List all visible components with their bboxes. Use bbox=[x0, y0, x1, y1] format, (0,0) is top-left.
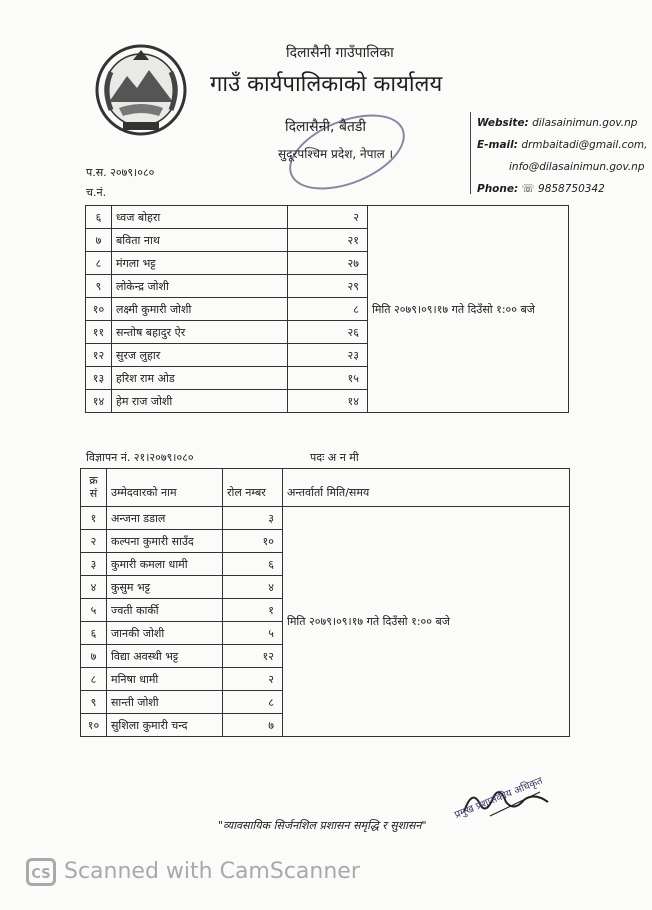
roll-cell: ५ bbox=[223, 622, 283, 645]
serial-cell: ९ bbox=[81, 691, 107, 714]
table-row bbox=[86, 206, 569, 229]
phone-label: Phone: bbox=[477, 183, 519, 195]
phone-icon: ☏ bbox=[521, 183, 535, 195]
office-province: सुदूरपश्चिम प्रदेश, नेपाल । bbox=[278, 147, 394, 161]
candidates-table-2 bbox=[80, 468, 570, 737]
roll-cell: ६ bbox=[223, 553, 283, 576]
contact-block bbox=[470, 112, 648, 195]
serial-cell: ९ bbox=[86, 275, 112, 298]
name-cell: बविता नाथ bbox=[112, 229, 288, 252]
advertisement-number: विज्ञापन नं. २१।२०७९।०८० bbox=[86, 451, 194, 464]
office-title: गाउँ कार्यपालिकाको कार्यालय bbox=[210, 72, 443, 97]
serial-cell: ४ bbox=[81, 576, 107, 599]
roll-cell: १५ bbox=[288, 367, 368, 390]
website-label: Website: bbox=[477, 117, 529, 129]
roll-cell: १० bbox=[223, 530, 283, 553]
name-cell: मनिषा धामी bbox=[107, 668, 223, 691]
motto: "व्यावसायिक सिर्जनशिल प्रशासन समृद्धि र सुशासन" bbox=[218, 819, 427, 832]
office-stamp bbox=[278, 99, 415, 204]
post-name: पदः अ न मी bbox=[310, 451, 359, 464]
name-cell: सान्ती जोशी bbox=[107, 691, 223, 714]
name-cell: कल्पना कुमारी साउँद bbox=[107, 530, 223, 553]
serial-cell: ६ bbox=[86, 206, 112, 229]
roll-cell: ७ bbox=[223, 714, 283, 737]
name-cell: जानकी जोशी bbox=[107, 622, 223, 645]
roll-cell: २९ bbox=[288, 275, 368, 298]
camscanner-logo: CS bbox=[26, 858, 56, 886]
dispatch-number: च.नं. bbox=[86, 186, 107, 199]
serial-cell: ८ bbox=[81, 668, 107, 691]
serial-cell: १० bbox=[86, 298, 112, 321]
office-place: दिलासैनी, बैतडी bbox=[285, 119, 367, 135]
name-cell: कुसुम भट्ट bbox=[107, 576, 223, 599]
serial-cell: १३ bbox=[86, 367, 112, 390]
name-cell: मंगला भट्ट bbox=[112, 252, 288, 275]
website-link[interactable]: dilasainimun.gov.np bbox=[532, 117, 638, 129]
name-cell: लोकेन्द्र जोशी bbox=[112, 275, 288, 298]
serial-cell: ५ bbox=[81, 599, 107, 622]
serial-cell: ७ bbox=[81, 645, 107, 668]
roll-cell: १४ bbox=[288, 390, 368, 413]
roll-cell: १२ bbox=[223, 645, 283, 668]
serial-cell: २ bbox=[81, 530, 107, 553]
name-cell: ध्वज बोहरा bbox=[112, 206, 288, 229]
interview-schedule: मिति २०७९।०९।१७ गते दिउँसो १:०० बजे bbox=[368, 206, 569, 413]
email-link-1[interactable]: drmbaitadi@gmail.com, bbox=[521, 139, 648, 151]
phone-number: 9858750342 bbox=[538, 183, 605, 195]
roll-cell: २३ bbox=[288, 344, 368, 367]
roll-cell: २७ bbox=[288, 252, 368, 275]
name-cell: सन्तोष बहादुर ऐर bbox=[112, 321, 288, 344]
name-cell: सुरज लुहार bbox=[112, 344, 288, 367]
roll-cell: ८ bbox=[223, 691, 283, 714]
name-cell: अन्जना डडाल bbox=[107, 507, 223, 530]
interview-schedule: मिति २०७९।०९।१७ गते दिउँसो १:०० बजे bbox=[283, 507, 570, 737]
header-schedule: अन्तर्वार्ता मिति/समय bbox=[283, 469, 570, 507]
header-roll: रोल नम्बर bbox=[223, 469, 283, 507]
name-cell: ज्वती कार्की bbox=[107, 599, 223, 622]
name-cell: हेम राज जोशी bbox=[112, 390, 288, 413]
serial-cell: ६ bbox=[81, 622, 107, 645]
roll-cell: ४ bbox=[223, 576, 283, 599]
serial-cell: ११ bbox=[86, 321, 112, 344]
serial-cell: ८ bbox=[86, 252, 112, 275]
municipality-name: दिलासैनी गाउँपालिका bbox=[286, 45, 394, 61]
roll-cell: ८ bbox=[288, 298, 368, 321]
serial-cell: १० bbox=[81, 714, 107, 737]
signatory-title: प्रमुख प्रशासकीय अधिकृत bbox=[453, 775, 545, 821]
serial-cell: १२ bbox=[86, 344, 112, 367]
table-row bbox=[81, 507, 570, 530]
candidates-table-1 bbox=[85, 205, 569, 413]
roll-cell: ३ bbox=[223, 507, 283, 530]
roll-cell: १ bbox=[223, 599, 283, 622]
name-cell: लक्ष्मी कुमारी जोशी bbox=[112, 298, 288, 321]
header-serial: क्र सं bbox=[81, 469, 107, 507]
roll-cell: २१ bbox=[288, 229, 368, 252]
serial-cell: ३ bbox=[81, 553, 107, 576]
roll-cell: २६ bbox=[288, 321, 368, 344]
camscanner-watermark: Scanned with CamScanner bbox=[64, 859, 360, 884]
reference-number: प.स. २०७९।०८० bbox=[86, 166, 155, 179]
name-cell: सुशिला कुमारी चन्द bbox=[107, 714, 223, 737]
roll-cell: २ bbox=[223, 668, 283, 691]
name-cell: विद्या अवस्थी भट्ट bbox=[107, 645, 223, 668]
email-link-2[interactable]: info@dilasainimun.gov.np bbox=[509, 161, 645, 173]
header-name: उम्मेदवारको नाम bbox=[107, 469, 223, 507]
roll-cell: २ bbox=[288, 206, 368, 229]
nepal-emblem-logo bbox=[93, 42, 189, 138]
serial-cell: १ bbox=[81, 507, 107, 530]
name-cell: हरिश राम ओड bbox=[112, 367, 288, 390]
serial-cell: १४ bbox=[86, 390, 112, 413]
serial-cell: ७ bbox=[86, 229, 112, 252]
email-label: E-mail: bbox=[477, 139, 518, 151]
table-header-row bbox=[81, 469, 570, 507]
name-cell: कुमारी कमला धामी bbox=[107, 553, 223, 576]
